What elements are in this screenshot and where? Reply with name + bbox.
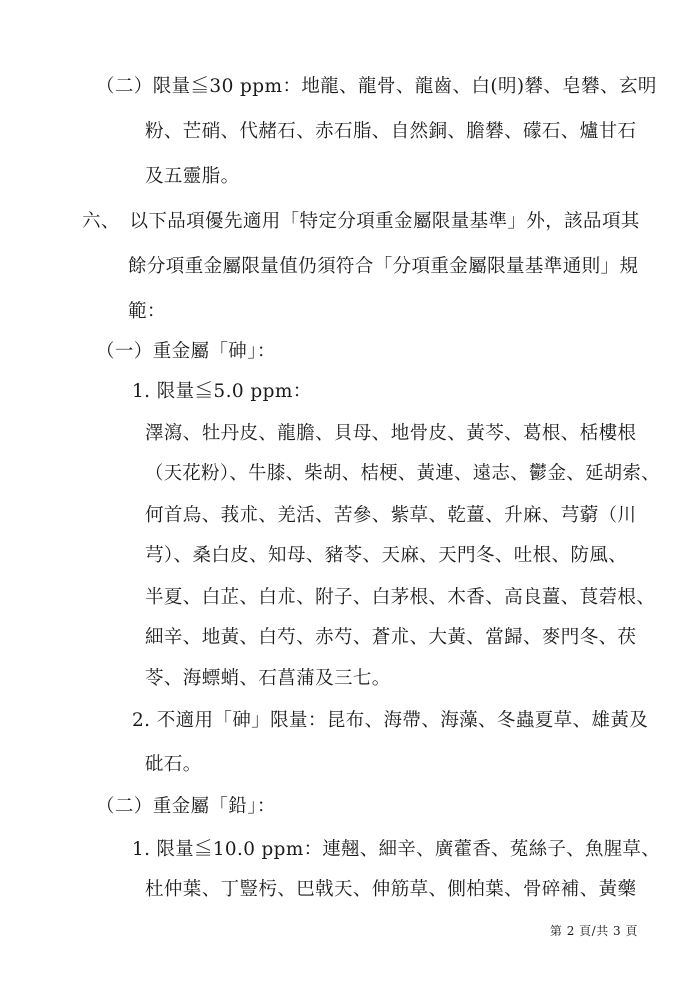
text-line: 餘分項重金屬限量值仍須符合「分項重金屬限量基準通則」規 [128,256,639,277]
text-line: 澤瀉、牡丹皮、龍膽、貝母、地骨皮、黃芩、葛根、栝樓根 [145,423,637,444]
text-line: 芎）、桑白皮、知母、豬苓、天麻、天門冬、吐根、防風、 [145,545,628,566]
text-line: （二）限量≦30 ppm：地龍、龍骨、龍齒、白(明)礬、皂礬、玄明 [96,76,657,97]
text-line: 細辛、地黃、白芍、赤芍、蒼朮、大黃、當歸、麥門冬、茯 [145,627,637,648]
list-item: 1. 限量≦5.0 ppm： [132,381,312,402]
text-line: 杜仲葉、丁豎杇、巴戟天、伸筋草、側柏葉、骨碎補、黃藥 [145,879,637,900]
text-line: （天花粉）、牛膝、柴胡、桔梗、黃連、遠志、鬱金、延胡索、 [145,463,660,484]
section-heading: 六、 以下品項優先適用「特定分項重金屬限量基準」外，該品項其 [82,211,640,232]
subsection-heading: （二）重金屬「鉛」： [96,796,276,817]
list-item: 2. 不適用「砷」限量：昆布、海帶、海藻、冬蟲夏草、雄黃及 [132,710,649,731]
text-line: 及五靈脂。 [145,166,240,187]
list-item: 1. 限量≦10.0 ppm：連翹、細辛、廣藿香、菟絲子、魚腥草、 [132,839,661,860]
text-line: 粉、芒硝、代赭石、赤石脂、自然銅、膽礬、礞石、爐甘石 [145,121,637,142]
text-line: 苓、海螵蛸、石菖蒲及三七。 [145,668,391,689]
text-line: 砒石。 [145,754,202,775]
page-number: 第 2 頁/共 3 頁 [549,924,638,938]
text-line: 範： [128,301,166,322]
subsection-heading: （一）重金屬「砷」： [96,341,276,362]
text-line: 何首烏、莪朮、羌活、苦參、紫草、乾薑、升麻、芎藭（川 [145,505,637,526]
text-line: 半夏、白芷、白朮、附子、白茅根、木香、高良薑、茛菪根、 [145,587,656,608]
